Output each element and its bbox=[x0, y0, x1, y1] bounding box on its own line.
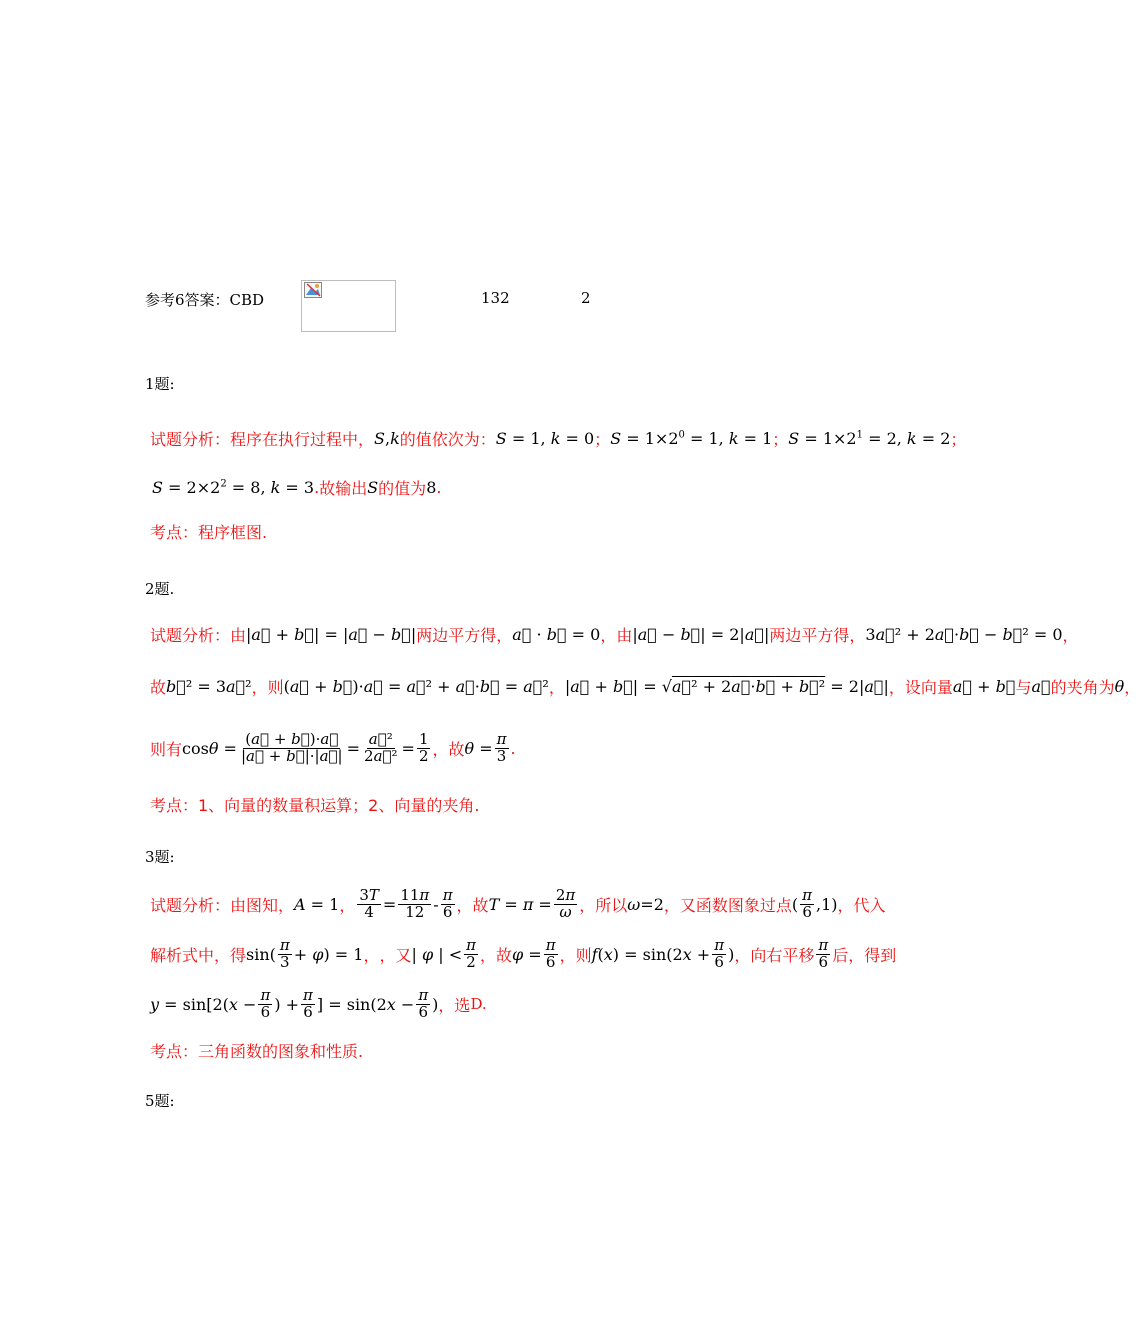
q3-label: 3题: bbox=[145, 848, 175, 866]
q2-analysis-line3: 则有 cosθ = $\frac{(a⃗ + b⃗)\cdot a⃗}{|a⃗ + b⃗|\cdot|a⃗|}$ = $\frac{\text{a⃗²}}{\text{2a⃗²}}$ = $\frac{1}{2}$ ，故 θ = $\frac{\pi}{3}$ . bbox=[150, 729, 516, 765]
broken-image-icon bbox=[304, 282, 322, 298]
answer-label: 参考6答案：CBD bbox=[145, 291, 265, 309]
q2-analysis-line1: 试题分析：由 |a⃗ + b⃗| = |a⃗ − b⃗| 两边平方得， a⃗ · b⃗ = 0 ，由 |a⃗ − b⃗| = 2|a⃗| 两边平方得， 3a⃗² + 2a⃗·b⃗ − b⃗² = 0 ， bbox=[150, 624, 1079, 645]
q1-analysis-line1: 试题分析：程序在执行过程中， S,k 的值依次为： S = 1, k = 0 ； $S = 1\times 2^0 = 1$, k = 1 ； $S = 1\times 2^1 = 2$, k = 2 ； bbox=[150, 428, 967, 449]
broken-image bbox=[301, 280, 396, 332]
q3-analysis-line2: 解析式中，得 sin( $\frac{\pi}{3}$ + φ) = 1 ， ，又 | φ | < $\frac{\pi}{2}$ ，故 φ = $\frac{\pi}{6}$ ，则 f(x) = sin(2x + $\frac{\pi}{6}$ ) ，向右平移 $\frac{\pi}{6}$ 后，得到 bbox=[150, 935, 897, 971]
q3-key-point: 考点：三角函数的图象和性质. bbox=[150, 1042, 364, 1061]
q3-analysis-line1: 试题分析：由图知， A = 1 ， $\frac{3T}{4}$ = $\frac{11\pi}{12}$ - $\frac{\pi}{6}$ ，故 T = π = $\frac{2\pi}{\omega}$ ，所以 ω=2 ，又函数图象过点 ( $\frac{\pi}{6}$ ,1) ，代入 bbox=[150, 885, 886, 921]
q1-label: 1题: bbox=[145, 375, 175, 393]
q1-key-point: 考点：程序框图. bbox=[150, 523, 268, 542]
q2-analysis-line2: 故 b⃗² = 3a⃗² ，则 (a⃗ + b⃗)·a⃗ = a⃗² + a⃗·b⃗ = a⃗² ， |a⃗ + b⃗| = √a⃗² + 2a⃗·b⃗ + b⃗² = 2|a⃗| ，设向量 a⃗ + b⃗ 与 a⃗ 的夹角为 θ ， bbox=[150, 676, 1140, 697]
q2-label: 2题. bbox=[145, 580, 175, 598]
q2-key-point: 考点：1、向量的数量积运算；2、向量的夹角. bbox=[150, 796, 480, 815]
q1-analysis-line2: $S = 2\times 2^2 = 8$, k = 3 . 故输出 S 的值为 8 . bbox=[152, 477, 442, 498]
value-2: 2 bbox=[581, 289, 591, 307]
q3-analysis-line3: y = sin[2(x − $\frac{\pi}{6}$ ) + $\frac{\pi}{6}$ ] = sin(2x − $\frac{\pi}{6}$ ) ，选 D. bbox=[150, 985, 487, 1021]
q5-label: 5题: bbox=[145, 1092, 175, 1110]
value-132: 132 bbox=[481, 289, 510, 307]
